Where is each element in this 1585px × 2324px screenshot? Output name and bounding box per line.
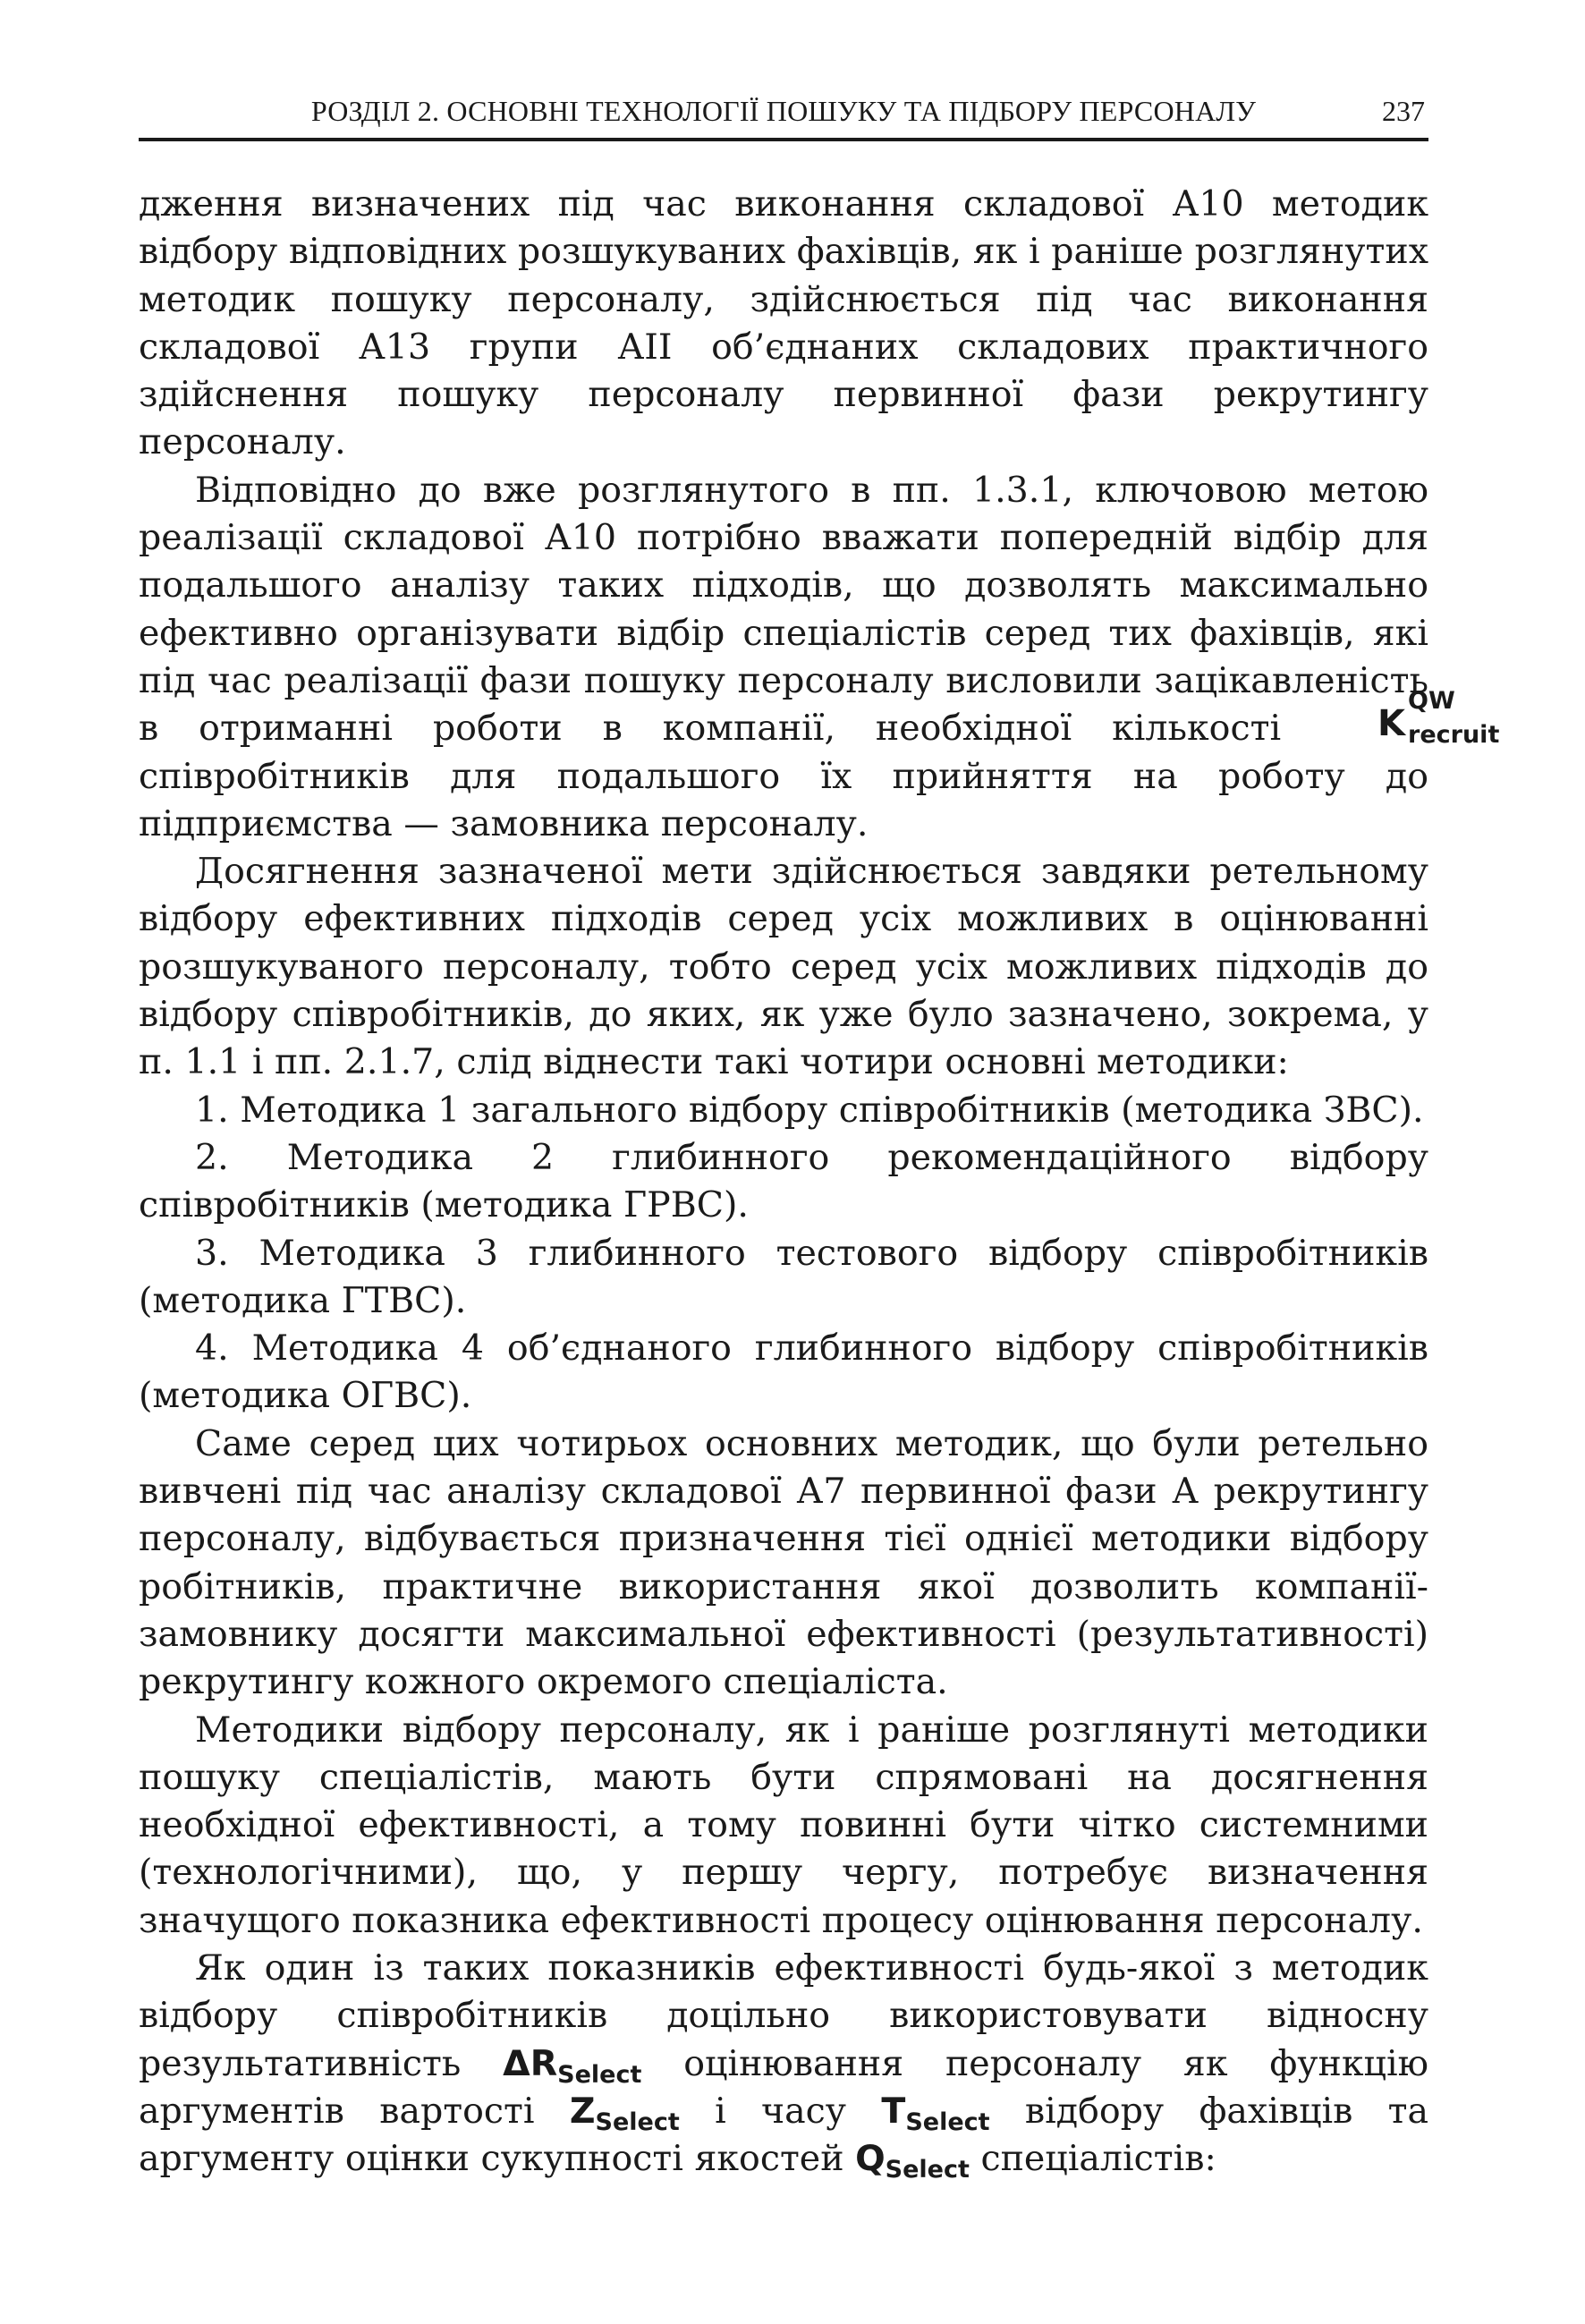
paragraph-2-text: Відповідно до вже розглянутого в пп. 1.3.1, ключовою метою реалізації складової А10 потрібно вважати попередній відбір для подальшого аналізу таких підходів, що дозволять максимально ефективно організувати відбір спеціалістів серед тих фахівців, які під час реалізації фази пошуку персоналу висловили зацікавленість в отриманні роботи в компанії, необхідної кількості <box>139 469 1428 750</box>
paragraph-4: Саме серед цих чотирьох основних методик, що були ретельно вивчені під час аналізу складової А7 первинної фази А рекрутингу персоналу, відбувається призначення тієї однієї методики відбору робітників, практичне використання якої дозволить компанії-замовнику досягти максимальної ефективності (результативності) рекрутингу кожного окремого спеціаліста. <box>139 1422 1428 1703</box>
paragraph-2 <box>139 467 1500 848</box>
list-item-1: 1. Методика 1 загального відбору співробітників (методика ЗВС). <box>195 1089 1424 1131</box>
k-recruit-symbol: K QW recruit <box>1377 687 1500 750</box>
t-select-symbol: $T_{Select}$ <box>881 2090 990 2136</box>
paragraph-2-text-end: співробітників для подальшого їх прийняття на роботу до підприємства — замовника персоналу. <box>139 755 1428 844</box>
q-select-symbol: $Q_{Select}$ <box>855 2138 970 2184</box>
paragraph-1: дження визначених під час виконання складової А10 методик відбору відповідних розшукуваних фахівців, як і раніше розглянутих методик пошуку персоналу, здійснюється під час виконання складової А13 групи АІІ об’єднаних складових практичного здійснення пошуку персоналу первинної фази рекрутингу персоналу. <box>139 183 1428 463</box>
delta-r-select-symbol: $\Delta R_{Select}$ <box>503 2042 642 2089</box>
list-item-4: 4. Методика 4 об’єднаного глибинного відбору співробітників (методика ОГВС). <box>139 1327 1428 1417</box>
body-text <box>139 181 1500 2184</box>
list-item-2: 2. Методика 2 глибинного рекомендаційного відбору співробітників (методика ГРВС). <box>139 1136 1428 1226</box>
paragraph-6: Як один із таких показників ефективності будь-якої з методик відбору співробітників доцільно використовувати відносну результативність $\Delta R_{Select}$ оцінювання персоналу як функцію аргументів вартості $Z_{Select}$ і часу $T_{Select}$ відбору фахівців та аргументу оцінки сукупності якостей $Q_{Select}$ спеціалістів: <box>139 1947 1429 2184</box>
paragraph-3: Досягнення зазначеної мети здійснюється завдяки ретельному відбору ефективних підходів серед усіх можливих в оцінюванні розшукуваного персоналу, тобто серед усіх можливих підходів до відбору співробітників, до яких, як уже було зазначено, зокрема, у п. 1.1 і пп. 2.1.7, слід віднести такі чотири основні методики: <box>139 851 1428 1083</box>
chapter-title: РОЗДІЛ 2. ОСНОВНІ ТЕХНОЛОГІЇ ПОШУКУ ТА ПІДБОРУ ПЕРСОНАЛУ <box>310 95 1257 127</box>
page-number: 237 <box>1382 95 1425 127</box>
list-item-3: 3. Методика 3 глибинного тестового відбору співробітників (методика ГТВС). <box>139 1232 1428 1321</box>
paragraph-5: Методики відбору персоналу, як і раніше розглянуті методики пошуку спеціалістів, мають бути спрямовані на досягнення необхідної ефективності, а тому повинні бути чітко системними (технологічними), що, у першу чергу, потребує визначення значущого показника ефективності процесу оцінювання персоналу. <box>139 1709 1428 1941</box>
running-header <box>139 91 1428 141</box>
z-select-symbol: $Z_{Select}$ <box>569 2090 680 2136</box>
